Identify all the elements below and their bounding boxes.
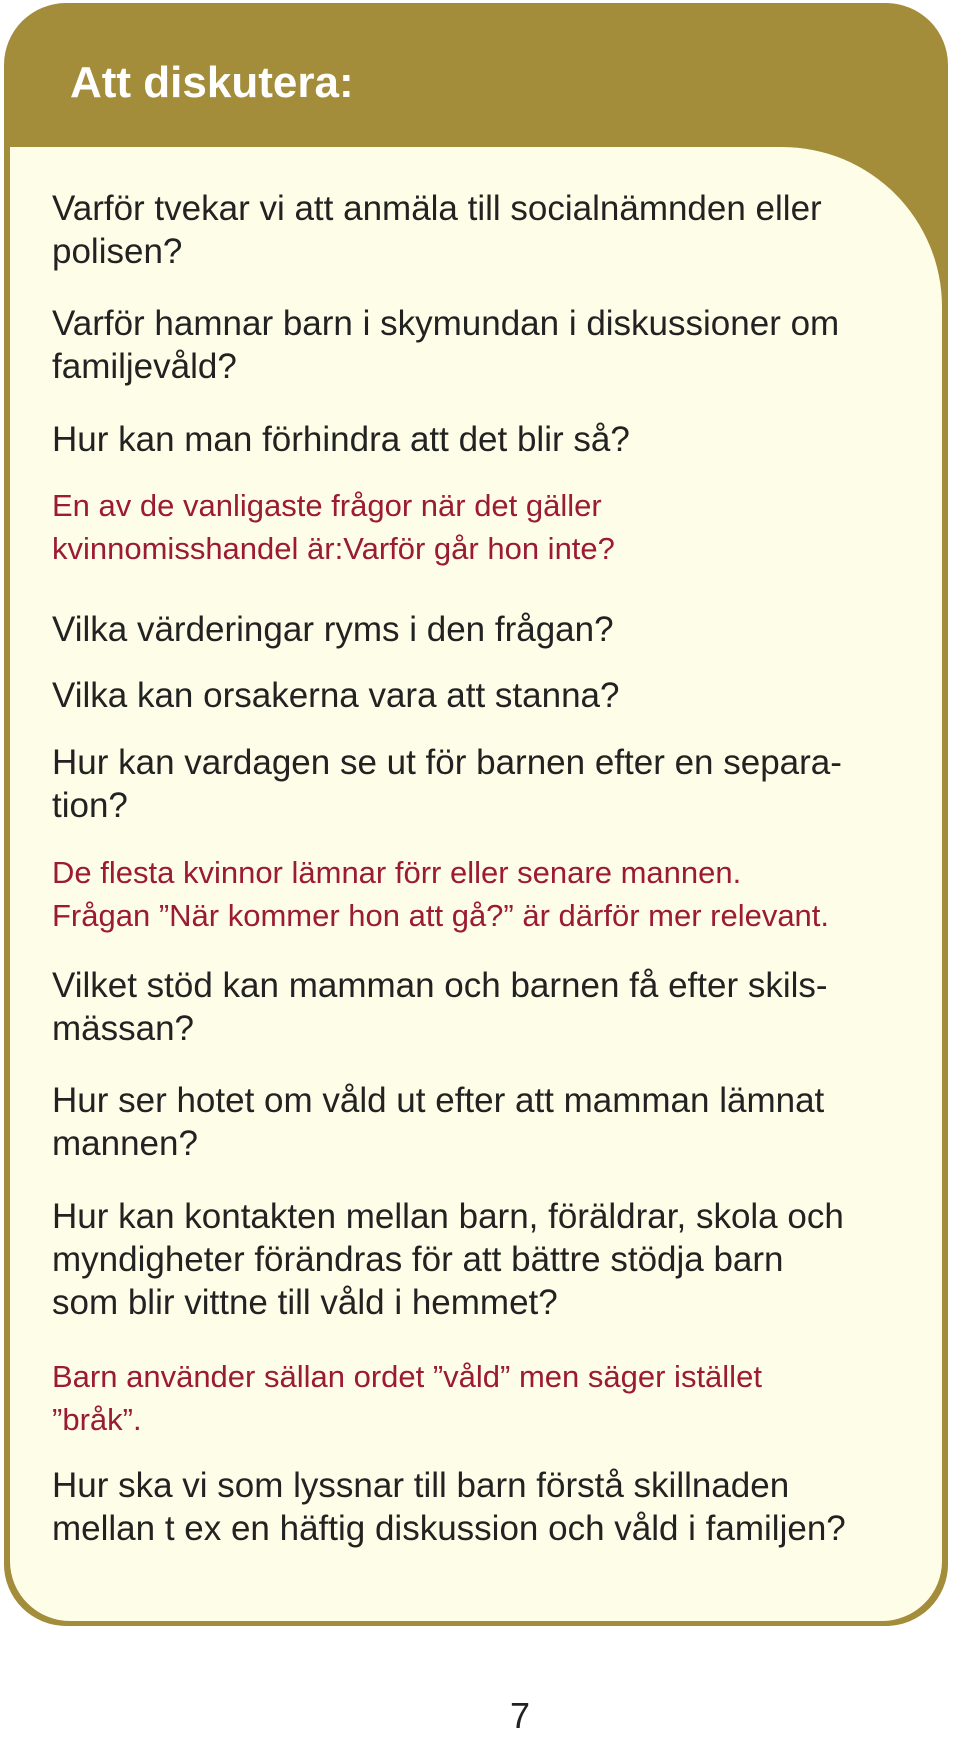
page-number: 7 bbox=[509, 1695, 531, 1736]
note-3: Barn använder sällan ordet ”våld” men säger istället ”bråk”. bbox=[52, 1359, 762, 1437]
note-1: En av de vanligaste frågor när det gäller kvinnomisshandel är:Varför går hon inte? bbox=[52, 488, 615, 566]
question-6: Hur kan vardagen se ut för barnen efter en separa- tion? bbox=[52, 743, 842, 825]
question-3: Hur kan man förhindra att det blir så? bbox=[52, 420, 630, 459]
question-5: Vilka kan orsakerna vara att stanna? bbox=[52, 676, 620, 715]
question-1: Varför tvekar vi att anmäla till socialnämnden eller polisen? bbox=[52, 189, 822, 271]
question-8: Hur ser hotet om våld ut efter att mamman lämnat mannen? bbox=[52, 1081, 825, 1163]
question-9: Hur kan kontakten mellan barn, föräldrar, skola och myndigheter förändras för att bättre stödja barn som blir vittne till våld i hemmet? bbox=[52, 1197, 844, 1322]
question-4: Vilka värderingar ryms i den frågan? bbox=[52, 610, 614, 649]
question-7: Vilket stöd kan mamman och barnen få efter skils- mässan? bbox=[52, 966, 828, 1048]
card-title: Att diskutera: bbox=[70, 58, 354, 107]
question-10: Hur ska vi som lyssnar till barn förstå skillnaden mellan t ex en häftig diskussion och våld i familjen? bbox=[52, 1466, 846, 1548]
note-2: De flesta kvinnor lämnar förr eller senare mannen. Frågan ”När kommer hon att gå?” är därför mer relevant. bbox=[52, 855, 830, 933]
question-2: Varför hamnar barn i skymundan i diskussioner om familjevåld? bbox=[52, 304, 840, 386]
